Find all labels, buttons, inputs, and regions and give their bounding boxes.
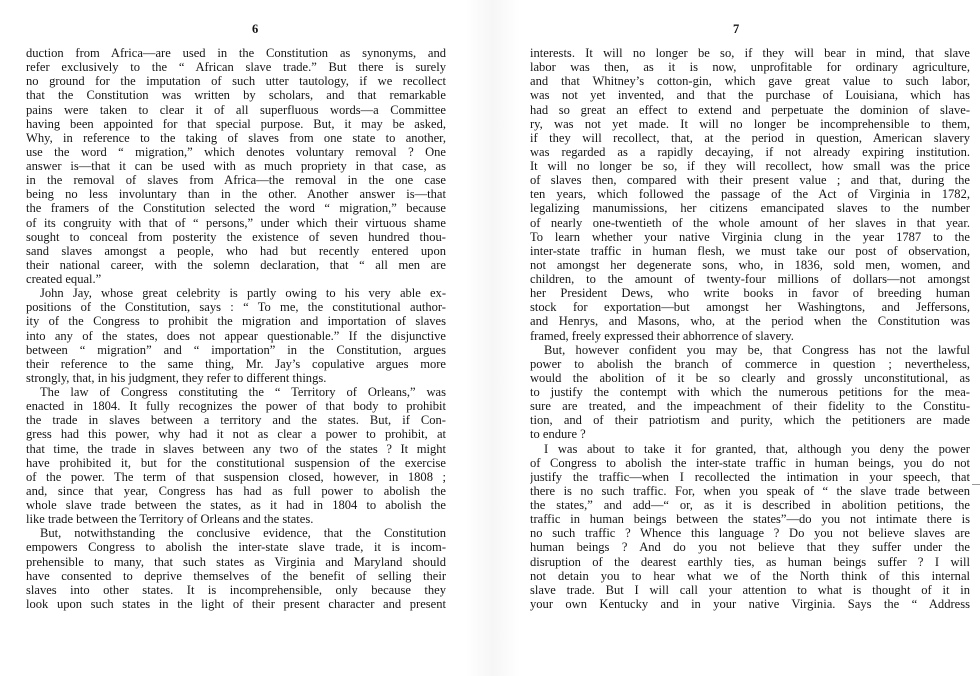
text-line: your own Kentucky and in your native Virginia. Says the “ Address xyxy=(530,596,970,611)
text-line: had so great an effect to extend and perpetuate the dominion of slave- xyxy=(530,102,970,117)
text-line: whole slave trade between the states, as it had in 1804 to abolish the xyxy=(26,498,446,512)
text-line: there is no such traffic. For, when you speak of “ the slave trade between xyxy=(530,483,970,498)
text-line: of the power. The term of that suspension closed, however, in 1808 ; xyxy=(26,469,446,484)
text-line: sure are treated, and the impeachment of their fidelity to the Constitu- xyxy=(530,399,970,414)
text-line: that time, the trade in slaves between any two of the states ? It might xyxy=(26,441,446,456)
text-line: traffic in human beings between the states”—do you not intimate there is xyxy=(530,512,970,527)
text-line: their national career, with the solemn declaration, that “ all men are xyxy=(26,257,446,272)
text-line: answer is—that it can be used with as much propriety in that case, as xyxy=(26,159,446,173)
text-line: prehensible to many, that such states as Virginia and Maryland should xyxy=(26,554,446,569)
text-line: being no less involuntary than in the other. Another answer is—that xyxy=(26,187,446,202)
text-line: look upon such states in the light of their present character and present xyxy=(26,596,446,611)
text-line: interests. It will no longer be so, if they will bear in mind, that slave xyxy=(530,46,970,60)
text-line: to endure ? xyxy=(530,427,586,442)
page-body-text xyxy=(26,46,446,611)
text-line: would the abolition of it be so clearly and grossly unconstitutional, as xyxy=(530,370,970,385)
text-line: ity of the Congress to prohibit the migration and importation of slaves xyxy=(26,314,446,329)
text-line: labor was then, as it is now, unprofitable for ordinary agriculture, xyxy=(530,60,970,75)
text-line: and Henrys, and Masons, who, at the period when the Constitution was xyxy=(530,314,970,329)
text-line: use the word “ migration,” which denotes voluntary removal ? One xyxy=(26,144,446,159)
text-line: duction from Africa—are used in the Constitution as synonyms, and xyxy=(26,46,446,60)
text-line: empowers Congress to abolish the inter-state slave trade, it is incom- xyxy=(26,540,446,555)
text-line: into any of the states, does not appear questionable.” If the disjunctive xyxy=(26,328,446,343)
text-line: that the Constitution was written by scholars, and that remarkable xyxy=(26,88,446,103)
text-line: human beings ? And do you not believe that they suffer under the xyxy=(530,540,970,555)
text-line: sought to conceal from posterity the existence of seven hundred thou- xyxy=(26,229,446,244)
text-line: in the removal of slaves from Africa—the removal in the one case xyxy=(26,173,446,188)
text-line: the framers of the Constitution selected the word “ migration,” because xyxy=(26,201,446,216)
text-line: justify the traffic—when I recollected the intimation in your speech, that xyxy=(530,469,970,484)
text-line: created equal.” xyxy=(26,272,102,286)
text-line: But, however confident you may be, that Congress has not the lawful xyxy=(544,342,970,357)
text-line: enacted in 1804. It fully recognizes the power of that body to prohibit xyxy=(26,399,446,414)
text-line: her President Dews, who write books in favor of breeding human xyxy=(530,286,970,301)
text-line: Why, in reference to the taking of slaves from one state to another, xyxy=(26,130,446,145)
text-line: positions of the Constitution, says : “ To me, the constitutional author- xyxy=(26,300,446,315)
text-line: no such traffic ? Whence this language ? Do you not believe slaves are xyxy=(530,526,970,541)
text-line: the states,” and add—“ or, as it is described in abolition petitions, the xyxy=(530,498,970,512)
text-line: of slaves then, compared with their present value ; and that, during the xyxy=(530,173,970,188)
text-line: and, since that year, Congress has had as full power to abolish the xyxy=(26,483,446,498)
text-line: strongly, that, in his judgment, they refer to different things. xyxy=(26,370,327,385)
text-line: ry, was not yet made. It will no longer be incomprehensible to them, xyxy=(530,116,970,131)
text-line: inter-state traffic in human flesh, we must take our post of observation, xyxy=(530,243,970,258)
text-line: But, notwithstanding the conclusive evidence, that the Constitution xyxy=(40,526,446,541)
text-line: I was about to take it for granted, that, although you deny the power xyxy=(544,441,970,456)
text-line: not detain you to hear what we of the North think of this internal xyxy=(530,568,970,583)
text-line: between “ migration” and “ importation” in the Constitution, argues xyxy=(26,342,446,357)
left-page xyxy=(0,0,466,676)
text-line: slave trade. But I will call your attention to what is thought of it in xyxy=(530,582,970,597)
text-line: not amongst her degenerate sons, who, in 1836, sold men, women, and xyxy=(530,257,970,272)
book-gutter xyxy=(466,0,520,676)
text-line: sand slaves amongst a people, who had but recently entered upon xyxy=(26,243,446,258)
page-number: 7 xyxy=(733,22,740,36)
page-body-text xyxy=(530,46,970,611)
text-line: of Congress to abolish the inter-state traffic in human beings, you do not xyxy=(530,455,970,470)
text-line: of nearly one-twentieth of the whole amount of her slaves in that year. xyxy=(530,215,970,230)
right-page xyxy=(520,0,980,676)
text-line: pains were taken to clear it of all superfluous words—a Committee xyxy=(26,102,446,117)
text-line: power to abolish the branch of commerce in question ; nevertheless, xyxy=(530,356,970,371)
page-number: 6 xyxy=(252,22,259,36)
text-line: and that Whitney’s cotton-gin, which gave great value to such labor, xyxy=(530,74,970,89)
text-line: no ground for the imputation of such utter tautology, if we recollect xyxy=(26,74,446,89)
text-line: tion, and of their patriotism and purity, which the petitioners are made xyxy=(530,413,970,428)
text-line: of its congruity with that of “ persons,” under which their virtuous shame xyxy=(26,215,446,230)
text-line: having been appointed for that special purpose. But, it may be asked, xyxy=(26,116,446,131)
text-line: ten years, which followed the passage of the Act of Virginia in 1782, xyxy=(530,187,970,202)
text-line: if they will recollect, that, at the period in question, American slavery xyxy=(530,130,970,145)
text-line: gress had this power, why had it not as clear a power to prohibit, at xyxy=(26,427,446,442)
text-line: children, to the amount of twenty-four millions of dollars—not amongst xyxy=(530,272,970,286)
text-line: have prohibited it, but for the constitutional suspension of the exercise xyxy=(26,455,446,470)
text-line: refer exclusively to the “ African slave trade.” But there is surely xyxy=(26,60,446,75)
text-line: framed, freely expressed their abhorrence of slavery. xyxy=(530,328,794,343)
text-line: was not yet invented, and that the purchase of Louisiana, which has xyxy=(530,88,970,103)
text-line: like trade between the Territory of Orleans and the states. xyxy=(26,512,314,527)
page-edge-mark xyxy=(972,484,980,485)
text-line: their reference to the same thing, Mr. Jay’s copulative argues more xyxy=(26,356,446,371)
text-line: To learn whether your native Virginia clung in the year 1787 to the xyxy=(530,229,970,244)
text-line: have consented to deprive themselves of the benefit of selling their xyxy=(26,568,446,583)
text-line: the trade in slaves between a territory and the states. But, if Con- xyxy=(26,413,446,428)
text-line: to justify the contempt with which the numerous petitions for the mea- xyxy=(530,385,970,399)
text-line: slaves into other states. It is incomprehensible, only because they xyxy=(26,582,446,597)
text-line: disruption of the dearest earthly ties, as human beings suffer ? I will xyxy=(530,554,970,569)
text-line: It will no longer be so, if they will recollect, how small was the price xyxy=(530,159,970,173)
text-line: legalizing manumissions, her citizens emancipated slaves to the number xyxy=(530,201,970,216)
text-line: The law of Congress constituting the “ Territory of Orleans,” was xyxy=(40,385,446,399)
text-line: John Jay, whose great celebrity is partly owing to his very able ex- xyxy=(40,286,446,301)
text-line: stock for exportation—but amongst her Washingtons, and Jeffersons, xyxy=(530,300,970,315)
text-line: was regarded as a rapidly decaying, if not already expiring institution. xyxy=(530,144,970,159)
